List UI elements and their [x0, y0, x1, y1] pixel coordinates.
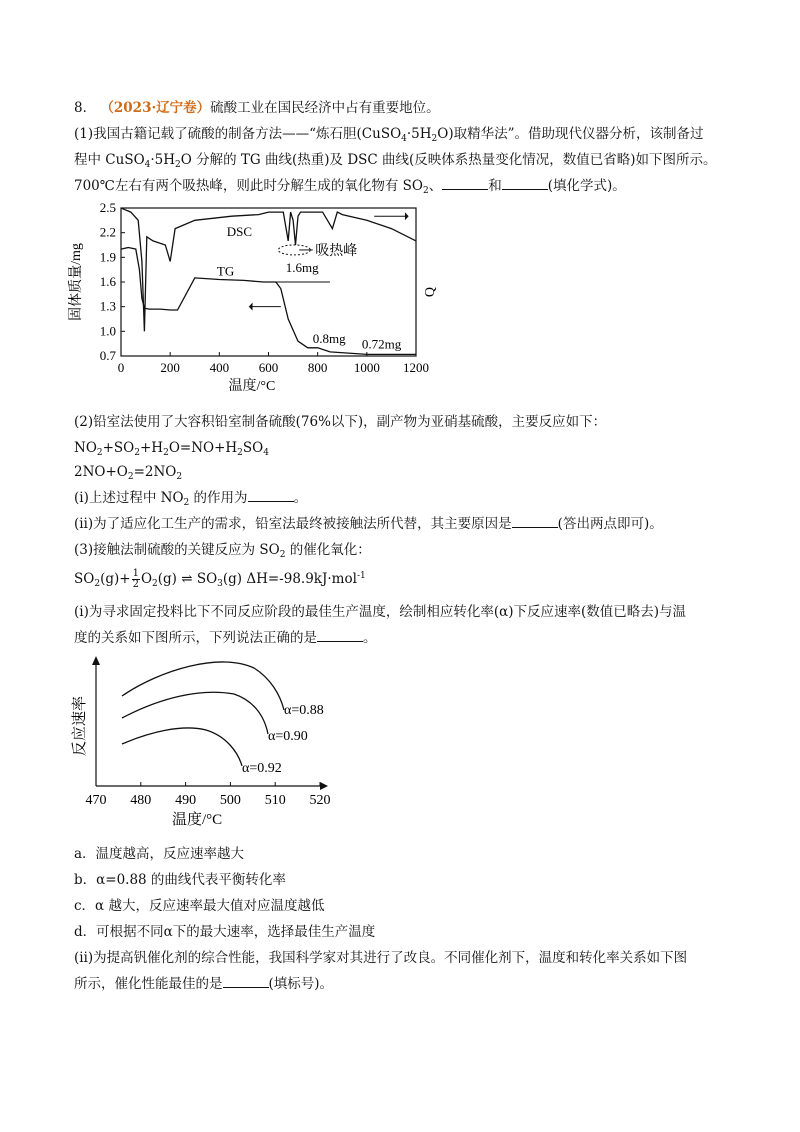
denominator: 2	[132, 579, 139, 590]
tg-dsc-chart	[66, 196, 456, 402]
x-tick-label: 490	[175, 793, 197, 808]
rate-curve	[122, 662, 284, 710]
label-dsc: DSC	[226, 223, 253, 239]
x-axis-arrow	[320, 782, 328, 790]
s: 2	[94, 579, 101, 589]
part3-ii-line1: (ⅱ)为提高钒催化剂的综合性能，我国科学家对其进行了改良。不同催化剂下，温度和转化率关系如下图	[74, 950, 688, 966]
s: 2	[152, 579, 158, 589]
subscript: 4	[144, 160, 151, 170]
x-tick-label: 400	[209, 360, 230, 375]
answer-blank[interactable]	[442, 177, 488, 190]
tg-arrow-head	[249, 303, 253, 311]
y-axis-arrow	[92, 656, 100, 665]
answer-blank[interactable]	[502, 177, 548, 190]
t: (ⅱ)为了适应化工生产的需求，铅室法最终被接触法所代替，其主要原因是	[74, 516, 512, 532]
option-d: d．可根据不同α下的最大速率，选择最佳生产温度	[74, 924, 376, 940]
x-tick-label: 200	[160, 360, 180, 375]
t: +SO	[102, 440, 135, 456]
s: 4	[263, 448, 269, 458]
s: 2	[127, 472, 134, 482]
t: (ⅰ)上述过程中 NO	[74, 490, 184, 506]
text: O 分解的 TG 曲线(热重)及 DSC 曲线(反映体系热量变化情况，数值已省略)如下图所示。	[180, 152, 717, 168]
s: 2	[183, 498, 190, 508]
part3-i-line2	[74, 628, 377, 648]
x-tick-label: 510	[264, 793, 286, 808]
t: +H	[140, 440, 164, 456]
label-1.6mg: 1.6mg	[285, 260, 319, 276]
x-tick-label: 600	[258, 360, 279, 375]
question-number: 8．	[74, 100, 97, 116]
fraction	[132, 569, 140, 590]
series-dsc	[121, 208, 416, 331]
part3-i-line1: (ⅰ)为寻求固定投料比下不同反应阶段的最佳生产温度，绘制相应转化率(α)下反应速率(数值已略去)与温	[74, 604, 687, 620]
text: 、	[428, 178, 443, 194]
question-header	[74, 98, 440, 118]
t: (答出两点即可)。	[557, 516, 663, 532]
subscript: 2	[175, 160, 181, 170]
s: 2	[96, 448, 103, 458]
text: 程中 CuSO	[74, 152, 145, 168]
y-tick-label: 1.9	[99, 249, 116, 265]
y-tick-label: 1.3	[99, 298, 116, 314]
x-axis-label: 温度/°C	[228, 379, 276, 394]
t: O=NO+H	[168, 440, 238, 456]
x-tick-label: 800	[307, 360, 328, 375]
sup: -1	[356, 571, 366, 581]
question-intro: 硫酸工业在国民经济中占有重要地位。	[210, 100, 440, 116]
y-tick-label: 1.0	[99, 323, 116, 339]
part1-line2	[74, 150, 717, 175]
text: (1)我国古籍记载了硫酸的制备方法——“炼石胆(CuSO	[74, 126, 402, 142]
subscript: 2	[431, 134, 438, 144]
t: SO	[242, 440, 264, 456]
option-c: c．α 越大，反应速率最大值对应温度越低	[74, 898, 325, 914]
x-tick-label: 520	[309, 793, 331, 808]
option-a: a．温度越高，反应速率越大	[74, 846, 245, 862]
answer-blank[interactable]	[512, 515, 558, 528]
x-tick-label: 0	[117, 360, 125, 375]
s: 2	[163, 448, 169, 458]
x-axis-label: 温度/°C	[172, 812, 223, 828]
y-tick-label: 2.2	[99, 224, 116, 240]
text: ·5H	[150, 152, 176, 168]
part2-eq1	[74, 438, 269, 463]
dsc-arrow-head	[405, 212, 409, 220]
s: 3	[217, 579, 223, 589]
part1-line1	[74, 124, 704, 149]
y-axis-label: 反应速率	[72, 695, 88, 757]
s: 2	[176, 472, 183, 482]
t: (填标号)。	[268, 976, 334, 992]
y-tick-label: 1.6	[99, 274, 116, 289]
t: SO	[74, 571, 95, 587]
s: 2	[237, 448, 243, 458]
x-tick-label: 1000	[353, 360, 380, 375]
answer-blank[interactable]	[223, 975, 269, 988]
part2-eq2	[74, 462, 182, 487]
t: 的作用为	[189, 490, 248, 506]
text: 和	[488, 178, 502, 194]
question-source: （2023·辽宁卷）	[100, 100, 211, 116]
x-tick-label: 470	[85, 793, 107, 808]
answer-blank[interactable]	[317, 629, 363, 642]
s: 2	[279, 550, 286, 560]
part2-ii	[74, 514, 663, 534]
label-0.8mg: 0.8mg	[312, 330, 346, 346]
label-endothermic-peak: 吸热峰	[315, 243, 358, 259]
t: (g) ⇌ SO	[157, 571, 218, 587]
curve-label: α=0.90	[268, 729, 308, 744]
t: O	[140, 571, 153, 587]
part3-equation	[74, 566, 366, 594]
t: 。	[293, 490, 308, 506]
y-tick-label: 0.7	[99, 348, 116, 363]
rate-temperature-chart	[70, 648, 340, 838]
t: 度的关系如下图所示，下列说法正确的是	[74, 630, 317, 646]
curve-label: α=0.92	[242, 761, 282, 776]
part3-intro	[74, 540, 371, 565]
x-tick-label: 480	[130, 793, 152, 808]
s: 2	[134, 448, 140, 458]
t: 所示，催化性能最佳的是	[74, 976, 223, 992]
t: 的催化氧化：	[285, 542, 371, 558]
y-axis-label: 固体质量/mg	[69, 243, 84, 321]
t: (3)接触法制硫酸的关键反应为 SO	[74, 542, 280, 558]
option-b: b．α=0.88 的曲线代表平衡转化率	[74, 872, 286, 888]
t: (g) ΔH=-98.9kJ·mol	[222, 571, 357, 587]
t: =2NO	[133, 464, 177, 480]
label-tg: TG	[216, 263, 235, 279]
t: 2NO+O	[74, 464, 128, 480]
text: (填化学式)。	[547, 178, 626, 194]
t: (g)+	[100, 571, 131, 587]
text: O)取精华法”。借助现代仪器分析，该制备过	[437, 126, 704, 142]
answer-blank[interactable]	[248, 489, 294, 502]
y-tick-label: 2.5	[99, 200, 116, 215]
t: 。	[363, 630, 377, 646]
numerator: 1	[132, 568, 139, 579]
part3-ii-line2	[74, 974, 333, 994]
text: ·5H	[406, 126, 432, 142]
label-0.72mg: 0.72mg	[361, 336, 402, 352]
subscript: 2	[422, 186, 429, 196]
x-tick-label: 500	[219, 793, 241, 808]
part2-i	[74, 488, 307, 513]
right-axis-label: Q	[423, 286, 438, 298]
rate-curve	[122, 728, 242, 766]
subscript: 4	[401, 134, 407, 144]
t: NO	[74, 440, 97, 456]
x-tick-label: 1200	[403, 360, 429, 375]
part2-intro: (2)铅室法使用了大容积铅室制备硫酸(76%以下)，副产物为亚硝基硫酸，主要反应如下：	[74, 414, 607, 430]
text: 700℃左右有两个吸热峰，则此时分解生成的氧化物有 SO	[74, 178, 423, 194]
curve-label: α=0.88	[284, 703, 324, 718]
